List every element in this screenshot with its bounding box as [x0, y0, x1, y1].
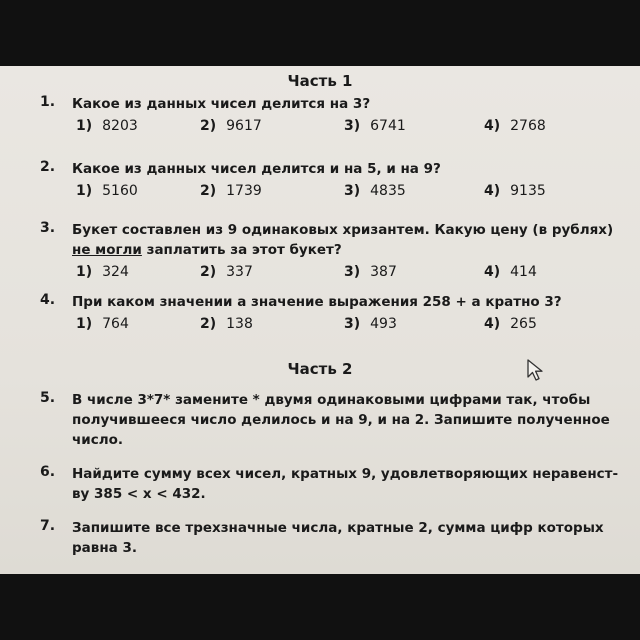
question-text: При каком значении а значение выражения 258 + а кратно 3?	[72, 294, 562, 310]
option-3: 3) 493	[344, 316, 397, 332]
option-3: 3) 387	[344, 264, 397, 280]
option-1: 1) 764	[76, 316, 129, 332]
question-text: В числе 3*7* замените * двумя одинаковыми цифрами так, чтобы получившееся число делилось и на 9, и на 2. Запишите полученное число.	[72, 392, 610, 448]
part-1-title: Часть 1	[287, 72, 353, 90]
question-number: 4.	[40, 292, 56, 308]
option-3: 3) 4835	[344, 183, 406, 199]
worksheet-paper	[0, 66, 640, 574]
option-2: 2) 337	[200, 264, 253, 280]
question-number: 6.	[40, 464, 56, 480]
question-text: Какое из данных чисел делится на 3?	[72, 96, 371, 112]
question-number: 3.	[40, 220, 56, 236]
option-3: 3) 6741	[344, 118, 406, 134]
option-4: 4) 265	[484, 316, 537, 332]
option-1: 1) 8203	[76, 118, 138, 134]
question-text: Запишите все трехзначные числа, кратные 2, сумма цифр которых равна 3.	[72, 520, 604, 556]
question-number: 2.	[40, 159, 56, 175]
option-4: 4) 414	[484, 264, 537, 280]
option-2: 2) 9617	[200, 118, 262, 134]
part-2-title: Часть 2	[287, 360, 353, 378]
option-2: 2) 1739	[200, 183, 262, 199]
emphasis-text: не могли	[72, 242, 142, 258]
question-number: 7.	[40, 518, 56, 534]
question-text: Найдите сумму всех чисел, кратных 9, удовлетворяющих неравенст-ву 385 < x < 432.	[72, 466, 619, 502]
option-4: 4) 2768	[484, 118, 546, 134]
question-number: 1.	[40, 94, 56, 110]
option-1: 1) 5160	[76, 183, 138, 199]
question-text: Букет составлен из 9 одинаковых хризантем. Какую цену (в рублях) не могли заплатить за этот букет?	[72, 222, 614, 258]
option-2: 2) 138	[200, 316, 253, 332]
option-1: 1) 324	[76, 264, 129, 280]
option-4: 4) 9135	[484, 183, 546, 199]
question-text: Какое из данных чисел делится и на 5, и на 9?	[72, 161, 441, 177]
question-number: 5.	[40, 390, 56, 406]
